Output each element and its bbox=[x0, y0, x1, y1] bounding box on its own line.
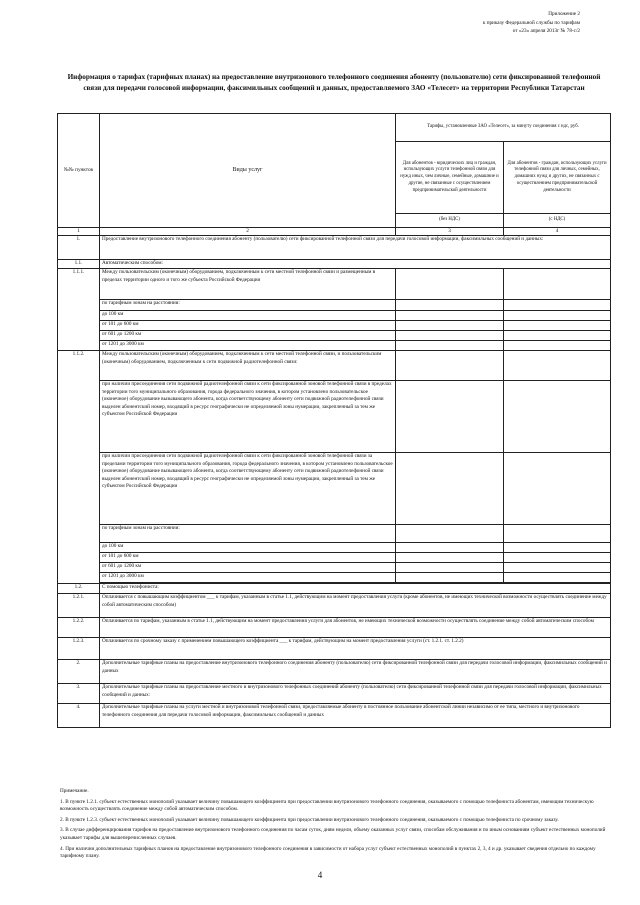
row-number: 1.2.1. bbox=[58, 594, 100, 618]
row-text: по тарифным зонам на расстоянии: bbox=[100, 300, 396, 311]
table-row bbox=[58, 553, 611, 563]
row-number: 4. bbox=[58, 704, 100, 728]
table-row bbox=[58, 618, 611, 638]
col-number-1: 1 bbox=[58, 228, 100, 236]
table-row bbox=[58, 341, 611, 351]
document-title: Информация о тарифах (тарифных планах) на предоставление внутризонового телефонного соединения абоненту (пользователю) сети фиксированной телефонной связи для передачи голосовой информации, факсимильных сообщений и данных, предоставляемого ЗАО «Телесет» на территории Республики Татарстан bbox=[67, 73, 601, 92]
row-number: 1.1.1. bbox=[58, 269, 100, 351]
table-row bbox=[58, 525, 611, 543]
row-text: по тарифным зонам на расстоянии: bbox=[100, 525, 396, 543]
header-col-citizens: Для абонентов - граждан, использующих услуги телефонной связи для личных, семейных, домашних нужд и других, не связанных с осуществлением предпринимательской деятельности bbox=[504, 142, 611, 214]
table-row bbox=[58, 573, 611, 583]
row-number: 3. bbox=[58, 684, 100, 704]
row-text: С помощью телефониста: bbox=[100, 584, 611, 594]
table-row bbox=[58, 269, 611, 300]
tariff-table bbox=[57, 113, 611, 728]
table-row bbox=[58, 300, 611, 311]
table-row bbox=[58, 311, 611, 321]
table-row bbox=[58, 704, 611, 728]
col-number-2: 2 bbox=[100, 228, 396, 236]
table-row bbox=[58, 381, 611, 453]
header-vat-excluded: (без НДС) bbox=[396, 214, 504, 228]
row-text: от 601 до 1200 км bbox=[100, 563, 396, 573]
row-text: Между пользовательским (оконечным) оборудованием, подключенным к сети местной телефонной связи и размещенным в пределах территории одного и того же субъекта Российской Федерации bbox=[100, 269, 396, 300]
appendix-line-2: к приказу Федеральной службы по тарифам bbox=[482, 19, 580, 26]
table-row bbox=[58, 584, 611, 594]
note-3: 3. В случае дифференцирования тарифов на предоставление внутризонового телефонного соединения по часам суток, дням недели, объему оказанных услуг связи, способам обслуживания и по иным основаниям субъект естественных монополий указывает тарифы для вышеперечисленных случаев. bbox=[60, 827, 606, 841]
row-text: Дополнительные тарифные планы на услуги местной и внутризоновой телефонной связи, предоставляемые абоненту в постоянное пользование абонентской линии независимо от ее типа, местного и внутризонового телефонного соединения для передачи голосовой информации, факсимильных сообщений и данных bbox=[100, 704, 611, 728]
table-row bbox=[58, 638, 611, 660]
header-item-number: №№ пунктов bbox=[58, 114, 100, 228]
row-text: при наличии присоединения сети подвижной радиотелефонной связи к сети фиксированной зоновой телефонной связи в пределах территории того муниципального образования, города федерального значения, в котором установлено пользовательское (оконечное) оборудование вызывающего абонента, когда соответствующему абоненту сети подвижной радиотелефонной связи выделен абонентский номер, входящий в ресурс географически не определяемой зоны нумерации, закрепленный за тем же субъектом Российской Федерации bbox=[100, 381, 396, 453]
header-tariffs: Тарифы, установленные ЗАО «Телесет», за минуту соединения с ндс, руб. bbox=[396, 114, 611, 142]
row-text: Оплачивается по срочному заказу с применением повышающего коэффициента ___ к тарифам, действующим на момент предоставления услуги (ст. 1.2.1. ст. 1.2.2) bbox=[100, 638, 611, 660]
row-text: от 1201 до 3000 км bbox=[100, 573, 396, 583]
row-text: Дополнительные тарифные планы на предоставление местного и внутризонового телефонных соединений абоненту (пользователю) сети фиксированной телефонной связи для передачи голосовой информации, факсимильных сообщений и данных: bbox=[100, 684, 611, 704]
note-2: 2. В пункте 1.2.3. субъект естественных монополий указывает величину повышающего коэффициента при предоставлении внутризонового телефонного соединения, оказываемого с помощью телефониста по срочному заказу. bbox=[60, 816, 559, 823]
row-number: 1.1. bbox=[58, 260, 100, 269]
note-4: 4. При наличии дополнительных тарифных планов на предоставление внутризонового телефонного соединения в зависимости от набора услуг субъект естественных монополий в пунктах 2, 3, 4 и др. указывает сведения отдельно по каждому тарифному плану. bbox=[60, 845, 596, 860]
header-col-legal: Для абонентов - юридических лиц и граждан, использующих услуги телефонной связи для нужд иных, чем личные, семейные, домашние и другие, не связанные с осуществлением предпринимательской деятельности bbox=[396, 142, 504, 214]
row-text: Дополнительные тарифные планы на предоставление внутризонового телефонного соединения абоненту (пользователю) сети фиксированной телефонной связи для передачи голосовой информации, факсимильных сообщений и данных bbox=[100, 660, 611, 684]
row-text: при наличии присоединения сети подвижной радиотелефонной связи к сети фиксированной зоновой телефонной связи за пределами территории того муниципального образования, города федерального значения, в котором установлено пользовательское (оконечное) оборудование вызывающего абонента, когда соответствующему абоненту сети подвижной радиотелефонной связи выделен абонентский номер, входящий в ресурс географически не определяемой зоны нумерации, закрепленный за тем же субъектом Российской Федерации bbox=[100, 453, 396, 525]
table-row bbox=[58, 331, 611, 341]
row-text: Между пользовательским (оконечным) оборудованием, подключенным к сети местной телефонной связи, и пользовательским (оконечным) оборудованием, подключенным к сети подвижной радиотелефонной связи: bbox=[100, 351, 396, 381]
table-row bbox=[58, 236, 611, 260]
table-row bbox=[58, 684, 611, 704]
note-1: 1. В пункте 1.2.1. субъект естественных монополий указывает величину повышающего коэффициента при предоставлении внутризонового телефонного соединения, оказываемого с помощью телефониста абонентам, имеющим техническую возможность осуществлять соединение между собой автоматическим способом. bbox=[60, 798, 594, 813]
table-row bbox=[58, 453, 611, 525]
appendix-line-1: Приложение 2 bbox=[548, 11, 580, 17]
row-text: от 101 до 600 км bbox=[100, 321, 396, 331]
appendix-header bbox=[360, 10, 580, 36]
row-number: 1.2. bbox=[58, 584, 100, 594]
row-text: до 100 км bbox=[100, 543, 396, 553]
row-text: Оплачивается с повышающим коэффициентом ___ к тарифам, указанным в статье 1.1, действующим на момент предоставления услуги (кроме абонентов, не имеющих технической возможности осуществлять соединение между собой автоматическим способом) bbox=[100, 594, 611, 618]
table-row bbox=[58, 594, 611, 618]
row-number: 1.2.3. bbox=[58, 638, 100, 660]
row-text: от 101 до 600 км bbox=[100, 553, 396, 563]
appendix-line-3: от «23» апреля 2013г № 78-с/2 bbox=[512, 28, 580, 34]
table-row bbox=[58, 563, 611, 573]
header-service-kind: Виды услуг bbox=[100, 114, 396, 228]
row-text: до 100 км bbox=[100, 311, 396, 321]
row-number: 1.1.2. bbox=[58, 351, 100, 584]
page-number: 4 bbox=[317, 870, 323, 880]
table-row bbox=[58, 321, 611, 331]
table-row bbox=[58, 660, 611, 684]
table-row bbox=[58, 260, 611, 269]
row-text: от 601 до 1200 км bbox=[100, 331, 396, 341]
row-text: от 1201 до 3000 км bbox=[100, 341, 396, 351]
header-vat-included: (с НДС) bbox=[504, 214, 611, 228]
notes-heading: Примечание. bbox=[60, 788, 89, 794]
row-number: 1. bbox=[58, 236, 100, 260]
row-number: 1.2.2. bbox=[58, 618, 100, 638]
row-number: 2. bbox=[58, 660, 100, 684]
notes-section bbox=[60, 788, 610, 864]
col-number-4: 4 bbox=[504, 228, 611, 236]
row-text: Оплачивается по тарифам, указанным в статье 1.1, действующим на момент предоставления услуги для абонентов, не имеющих технической возможности осуществлять соединение между собой автоматическим способом bbox=[100, 618, 611, 638]
col-number-3: 3 bbox=[396, 228, 504, 236]
row-text: Предоставление внутризонового телефонного соединения абоненту (пользователю) сети фиксированной телефонной связи для передачи голосовой информации, факсимильных сообщений и данных: bbox=[100, 236, 611, 260]
table-row bbox=[58, 351, 611, 381]
row-text: Автоматическим способом: bbox=[100, 260, 611, 269]
table-row bbox=[58, 543, 611, 553]
